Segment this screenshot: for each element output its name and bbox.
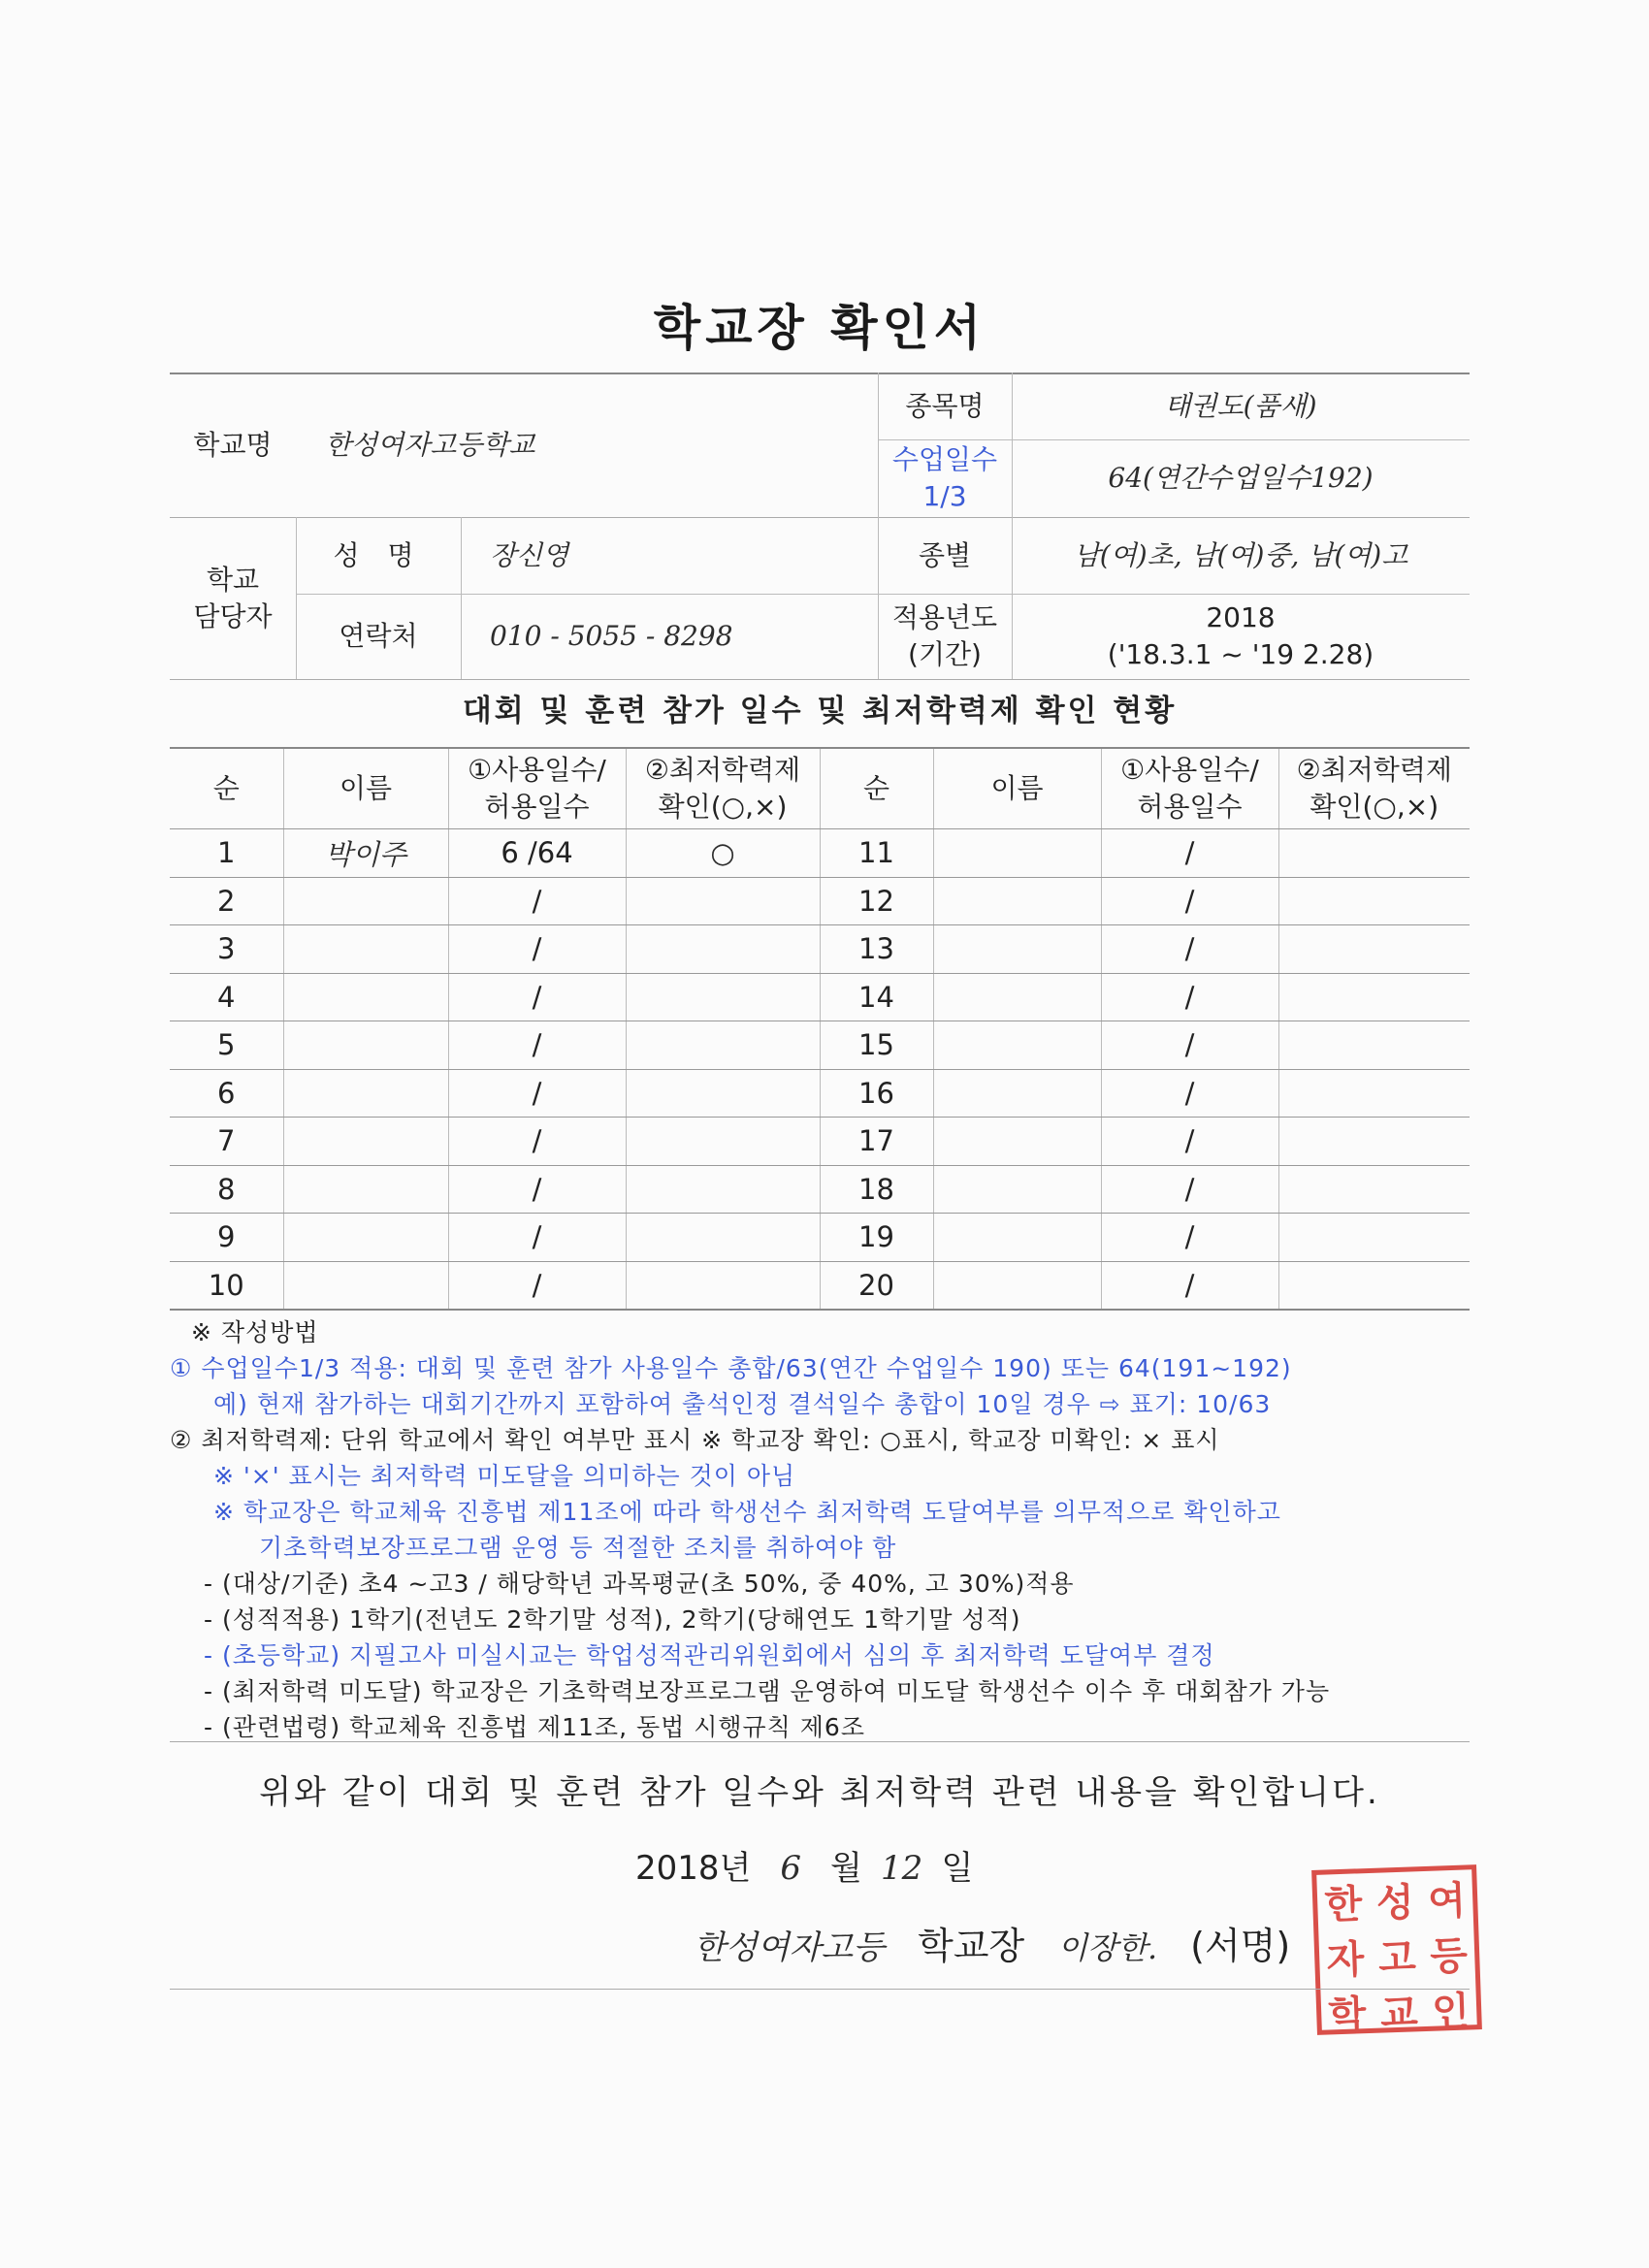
row-days: / xyxy=(448,1214,626,1262)
row-name xyxy=(283,1214,448,1262)
col-days-line1: ①사용일수/ xyxy=(1120,754,1259,787)
date-day: 12 xyxy=(881,1849,923,1888)
notes-header: ※ 작성방법 xyxy=(191,1318,319,1346)
date-line xyxy=(635,1841,973,1889)
row-days: / xyxy=(1101,1021,1278,1070)
row-number: 12 xyxy=(820,877,933,925)
row-days: / xyxy=(448,877,626,925)
row-name xyxy=(933,1021,1101,1070)
row-check xyxy=(626,1214,820,1262)
row-check xyxy=(626,1165,820,1214)
stamp-char: 한 xyxy=(1323,1881,1364,1928)
row-name xyxy=(283,973,448,1021)
row-number: 19 xyxy=(820,1214,933,1262)
row-number: 1 xyxy=(170,829,283,878)
col-check-line2: 확인(○,×) xyxy=(1310,791,1439,823)
stamp-char: 자 xyxy=(1325,1936,1366,1984)
confirmation-statement: 위와 같이 대회 및 훈련 참가 일수와 최저학력 관련 내용을 확인합니다. xyxy=(259,1773,1380,1812)
row-name xyxy=(283,1118,448,1166)
note-1: ① 수업일수1/3 적용: 대회 및 훈련 참가 사용일수 총합/63(연간 수업일수 190) 또는 64(191~192) xyxy=(170,1354,1292,1382)
table-row xyxy=(170,1118,1470,1166)
note-4b: 기초학력보장프로그램 운영 등 적절한 조치를 취하여야 함 xyxy=(259,1534,897,1562)
school-name-label: 학교명 xyxy=(193,428,273,461)
manager-label xyxy=(170,517,296,679)
note-7: - (초등학교) 지필고사 미실시교는 학업성적관리위원회에서 심의 후 최저학력 도달여부 결정 xyxy=(204,1641,1215,1669)
contact-label: 연락처 xyxy=(339,620,418,653)
table-row xyxy=(170,1214,1470,1262)
row-number: 9 xyxy=(170,1214,283,1262)
name-value: 장신영 xyxy=(490,538,569,571)
row-check xyxy=(1278,1069,1470,1118)
signature-line xyxy=(694,1916,1290,1969)
manager-label-line1: 학교 xyxy=(206,563,260,596)
event-label: 종목명 xyxy=(905,389,985,422)
row-number: 8 xyxy=(170,1165,283,1214)
row-check xyxy=(626,1118,820,1166)
signature-role: 학교장 xyxy=(918,1925,1025,1967)
row-days: / xyxy=(1101,1118,1278,1166)
stamp-char: 여 xyxy=(1427,1877,1467,1925)
year-label-line2: (기간) xyxy=(908,638,982,670)
row-days: / xyxy=(448,1165,626,1214)
row-check xyxy=(1278,1118,1470,1166)
row-number: 18 xyxy=(820,1165,933,1214)
row-name xyxy=(933,829,1101,878)
table-row xyxy=(170,1165,1470,1214)
row-days: / xyxy=(448,1069,626,1118)
row-days: / xyxy=(448,1261,626,1310)
section-title: 대회 및 훈련 참가 일수 및 최저학력제 확인 현황 xyxy=(462,694,1178,729)
date-month-label: 월 xyxy=(830,1849,862,1888)
row-name xyxy=(933,877,1101,925)
table-row xyxy=(170,829,1470,878)
writing-instructions xyxy=(170,1314,1489,1745)
row-number: 10 xyxy=(170,1261,283,1310)
stamp-char: 등 xyxy=(1429,1932,1469,1980)
name-label: 성 명 xyxy=(333,538,424,571)
manager-label-line2: 담당자 xyxy=(193,599,273,632)
col-name: 이름 xyxy=(283,748,448,829)
class-days-label-line1: 수업일수 xyxy=(891,443,998,476)
col-days xyxy=(1101,748,1278,829)
stamp-char: 교 xyxy=(1379,1990,1419,2037)
note-3: ※ '×' 표시는 최저학력 미도달을 의미하는 것이 아님 xyxy=(213,1462,796,1490)
row-check xyxy=(626,1021,820,1070)
col-check-line1: ②최저학력제 xyxy=(1296,754,1452,787)
row-number: 20 xyxy=(820,1261,933,1310)
row-number: 5 xyxy=(170,1021,283,1070)
row-number: 7 xyxy=(170,1118,283,1166)
table-row xyxy=(170,973,1470,1021)
row-name xyxy=(933,1165,1101,1214)
row-name xyxy=(933,1069,1101,1118)
type-value: 남(여)초, 남(여)중, 남(여)고 xyxy=(1073,538,1408,571)
row-days: / xyxy=(1101,973,1278,1021)
table-row xyxy=(170,1261,1470,1310)
row-number: 2 xyxy=(170,877,283,925)
contact-value: 010 - 5055 - 8298 xyxy=(490,620,733,653)
signature-school: 한성여자고등 xyxy=(694,1928,886,1967)
signature-sign-label: (서명) xyxy=(1190,1925,1291,1967)
col-check xyxy=(1278,748,1470,829)
col-days-line1: ①사용일수/ xyxy=(468,754,606,787)
row-days: 6 /64 xyxy=(448,829,626,878)
year-value xyxy=(1012,594,1470,679)
table-header-row xyxy=(170,748,1470,829)
stamp-char: 인 xyxy=(1431,1988,1471,2035)
col-no: 순 xyxy=(820,748,933,829)
row-check xyxy=(626,877,820,925)
col-days-line2: 허용일수 xyxy=(1137,791,1243,823)
col-name: 이름 xyxy=(933,748,1101,829)
col-days xyxy=(448,748,626,829)
row-number: 14 xyxy=(820,973,933,1021)
col-check-line2: 확인(○,×) xyxy=(658,791,788,823)
col-check-line1: ②최저학력제 xyxy=(644,754,801,787)
row-days: / xyxy=(1101,925,1278,974)
table-body xyxy=(170,829,1470,1311)
rule xyxy=(461,517,462,679)
col-check xyxy=(626,748,820,829)
row-number: 13 xyxy=(820,925,933,974)
row-name xyxy=(283,925,448,974)
row-name xyxy=(283,1069,448,1118)
row-number: 3 xyxy=(170,925,283,974)
row-check xyxy=(1278,1165,1470,1214)
row-check xyxy=(1278,829,1470,878)
row-name xyxy=(933,1118,1101,1166)
row-name xyxy=(933,1261,1101,1310)
year-value-line1: 2018 xyxy=(1206,601,1276,634)
row-days: / xyxy=(448,1021,626,1070)
row-name xyxy=(933,1214,1101,1262)
row-name xyxy=(283,1021,448,1070)
school-seal-stamp xyxy=(1311,1864,1482,2039)
row-check: ○ xyxy=(626,829,820,878)
date-day-label: 일 xyxy=(941,1849,974,1888)
row-name xyxy=(933,973,1101,1021)
row-number: 15 xyxy=(820,1021,933,1070)
school-name-value: 한성여자고등학교 xyxy=(325,428,535,461)
note-1b: 예) 현재 참가하는 대회기간까지 포함하여 출석인정 결석일수 총합이 10일 경우 ⇨ 표기: 10/63 xyxy=(213,1390,1272,1418)
year-label xyxy=(878,594,1012,679)
note-8: - (최저학력 미도달) 학교장은 기초학력보장프로그램 운영하여 미도달 학생선수 이수 후 대회참가 가능 xyxy=(204,1677,1331,1705)
stamp-char: 고 xyxy=(1377,1934,1417,1982)
row-days: / xyxy=(448,973,626,1021)
row-days: / xyxy=(448,1118,626,1166)
row-number: 17 xyxy=(820,1118,933,1166)
date-year: 2018년 xyxy=(635,1849,752,1888)
note-9: - (관련법령) 학교체육 진흥법 제11조, 동법 시행규칙 제6조 xyxy=(204,1713,865,1741)
stamp-char: 성 xyxy=(1375,1879,1415,1927)
row-name xyxy=(283,877,448,925)
type-label: 종별 xyxy=(918,538,972,571)
row-check xyxy=(1278,1021,1470,1070)
note-2: ② 최저학력제: 단위 학교에서 확인 여부만 표시 ※ 학교장 확인: ○표시, 학교장 미확인: × 표시 xyxy=(170,1426,1220,1454)
row-name: 박이주 xyxy=(283,829,448,878)
note-4: ※ 학교장은 학교체육 진흥법 제11조에 따라 학생선수 최저학력 도달여부를 의무적으로 확인하고 xyxy=(213,1498,1281,1526)
table-row xyxy=(170,925,1470,974)
rule xyxy=(170,679,1470,680)
row-number: 6 xyxy=(170,1069,283,1118)
table-row xyxy=(170,1021,1470,1070)
signature-name: 이장한. xyxy=(1057,1929,1158,1966)
note-5: - (대상/기준) 초4 ~고3 / 해당학년 과목평균(초 50%, 중 40%, 고 30%)적용 xyxy=(204,1570,1075,1598)
date-month: 6 xyxy=(780,1849,801,1888)
row-check xyxy=(626,925,820,974)
row-name xyxy=(283,1165,448,1214)
row-name xyxy=(283,1261,448,1310)
row-check xyxy=(1278,877,1470,925)
row-check xyxy=(626,1261,820,1310)
row-check xyxy=(626,1069,820,1118)
row-check xyxy=(1278,1261,1470,1310)
row-days: / xyxy=(1101,829,1278,878)
row-check xyxy=(1278,973,1470,1021)
event-value: 태권도(품새) xyxy=(1164,389,1317,422)
table-row xyxy=(170,1069,1470,1118)
row-name xyxy=(933,925,1101,974)
row-number: 11 xyxy=(820,829,933,878)
row-check xyxy=(626,973,820,1021)
col-days-line2: 허용일수 xyxy=(484,791,590,823)
row-days: / xyxy=(1101,1069,1278,1118)
rule xyxy=(170,1741,1470,1742)
stamp-char: 학 xyxy=(1327,1992,1368,2039)
rule xyxy=(170,1989,1470,1990)
year-label-line1: 적용년도 xyxy=(891,601,998,634)
row-days: / xyxy=(1101,1214,1278,1262)
row-check xyxy=(1278,925,1470,974)
note-6: - (성적적용) 1학기(전년도 2학기말 성적), 2학기(당해연도 1학기말 성적) xyxy=(204,1605,1021,1634)
row-check xyxy=(1278,1214,1470,1262)
row-days: / xyxy=(1101,877,1278,925)
row-days: / xyxy=(448,925,626,974)
page-title: 학교장 확인서 xyxy=(653,300,986,356)
class-days-value: 64(연간수업일수192) xyxy=(1108,462,1374,495)
table-row xyxy=(170,877,1470,925)
col-no: 순 xyxy=(170,748,283,829)
class-days-label-line2: 1/3 xyxy=(922,480,967,512)
row-number: 4 xyxy=(170,973,283,1021)
row-days: / xyxy=(1101,1261,1278,1310)
class-days-label xyxy=(878,439,1012,517)
year-value-line2: ('18.3.1 ~ '19 2.28) xyxy=(1107,638,1374,670)
row-days: / xyxy=(1101,1165,1278,1214)
participation-table xyxy=(170,747,1470,1311)
row-number: 16 xyxy=(820,1069,933,1118)
